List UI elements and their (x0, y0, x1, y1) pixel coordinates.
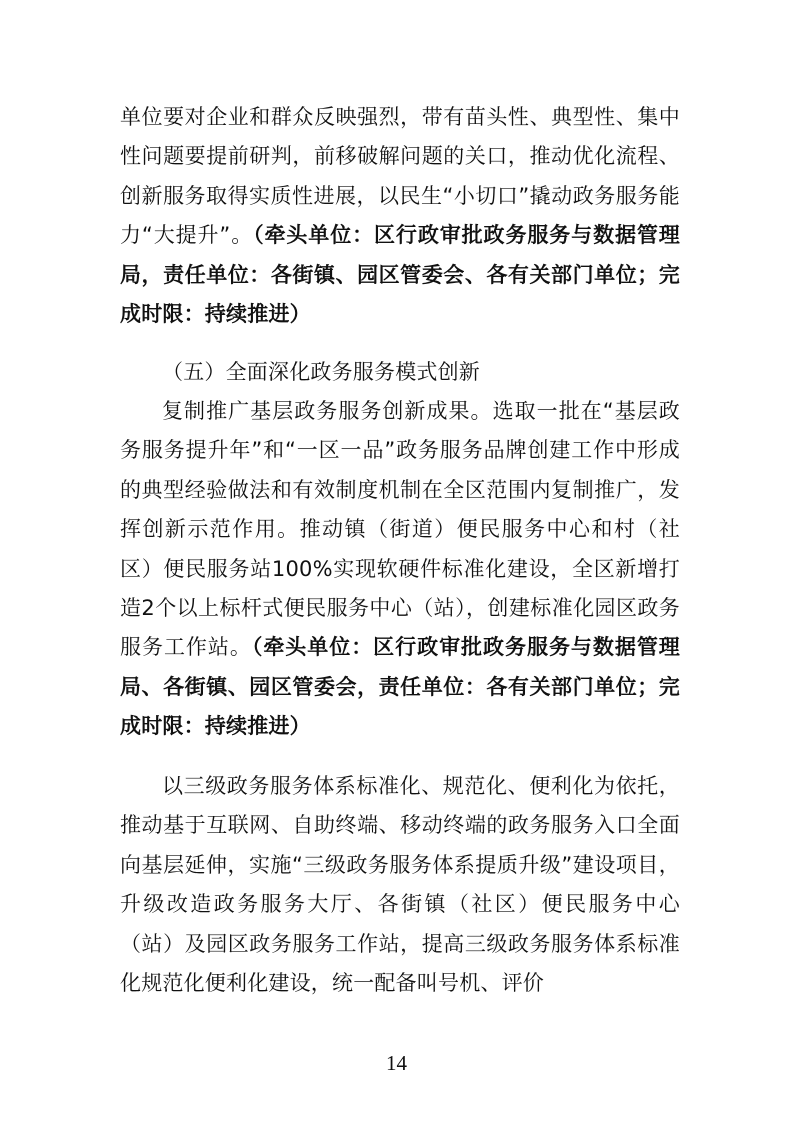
responsibility-note: （牵头单位：区行政审批政务服务与数据管理局、各街镇、园区管委会，责任单位：各有关部门单位；完成时限：持续推进） (120, 635, 681, 739)
section-heading: （五）全面深化政务服务模式创新 (162, 360, 480, 384)
paragraph-text: 以三级政务服务体系标准化、规范化、便利化为依托，推动基于互联网、自助终端、移动终端的政务服务入口全面向基层延伸，实施“三级政务服务体系提质升级”建设项目，升级改造政务服务大厅、各街镇（社区）便民服务中心（站）及园区政务服务工作站，提高三级政务服务体系标准化规范化便利化建设，统一配备叫号机、评价 (120, 774, 680, 996)
paragraph-continued (120, 98, 680, 334)
paragraph-text: 单位要对企业和群众反映强烈，带有苗头性、典型性、集中性问题要提前研判，前移破解问题的关口，推动优化流程、创新服务取得实质性进展，以民生“小切口”撬动政务服务能力“大提升”。 (120, 105, 680, 248)
paragraph (120, 767, 680, 1003)
responsibility-note: （牵头单位：区行政审批政务服务与数据管理局，责任单位：各街镇、园区管委会、各有关部门单位；完成时限：持续推进） (120, 223, 680, 327)
page-number: 14 (386, 1051, 407, 1075)
paragraph (120, 392, 680, 747)
paragraph-text: 复制推广基层政务服务创新成果。选取一批在“基层政务服务提升年”和“一区一品”政务服务品牌创建工作中形成的典型经验做法和有效制度机制在全区范围内复制推广，发挥创新示范作用。推动镇（街道）便民服务中心和村（社区）便民服务站100%实现软硬件标准化建设，全区新增打造2个以上标杆式便民服务中心（站），创建标准化园区政务服务工作站。 (120, 399, 680, 660)
